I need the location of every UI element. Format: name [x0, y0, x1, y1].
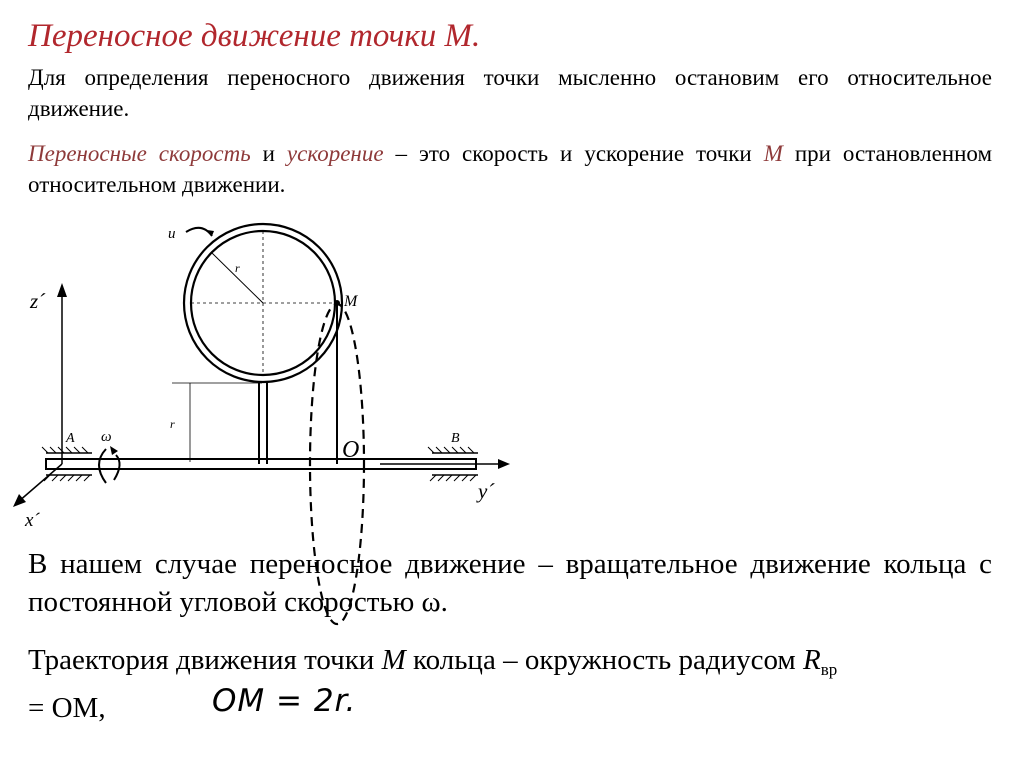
definition-rest-text: при остановленном относительном движении. [28, 141, 993, 197]
bearing-a-hatching [42, 447, 90, 481]
conjunction-text: и [250, 141, 287, 166]
slide-title: Переносное движение точки М. [28, 18, 481, 54]
term-velocity: Переносные скорость [28, 141, 251, 166]
radius-symbol: R [803, 644, 821, 676]
label-o: O [342, 437, 360, 463]
relative-rotation-arrow [186, 228, 212, 236]
label-omega: ω [101, 429, 112, 445]
trajectory-text-mid: кольца – окружность радиусом [405, 644, 804, 676]
trajectory-text-start: Траектория движения точки [28, 644, 382, 676]
label-r-top: r [235, 261, 240, 275]
label-z-axis: z´ [30, 289, 46, 313]
definition-text: – это скорость и ускорение точки [383, 141, 764, 166]
om-formula: OM = 2r. [212, 683, 357, 719]
label-b: B [451, 431, 460, 446]
intro-paragraph: Для определения переносного движения точки мысленно остановим его относительное движение. [28, 65, 992, 121]
trajectory-point-m: М [381, 644, 406, 676]
label-r-mid: r [170, 417, 175, 431]
radius-subscript: вр [820, 660, 838, 679]
term-acceleration: ускорение [286, 141, 384, 166]
omega-rotation-arrowhead [110, 446, 118, 455]
trajectory-equality: = ОМ, [28, 692, 106, 724]
trajectory-paragraph [28, 641, 973, 727]
y-axis-arrowhead [498, 459, 510, 469]
label-x-axis: x´ [25, 510, 40, 531]
transport-motion-paragraph: В нашем случае переносное движение – вращательное движение кольца с постоянной угловой скоростью ω. [28, 548, 992, 618]
label-u: u [168, 226, 176, 242]
x-axis-line [18, 464, 62, 502]
z-axis-arrowhead [57, 283, 67, 297]
label-m: M [344, 293, 358, 310]
point-m-ref: М [763, 141, 783, 166]
omega-rotation-arc [99, 449, 106, 483]
label-a: A [66, 431, 75, 446]
label-y-axis: y´ [478, 479, 495, 503]
